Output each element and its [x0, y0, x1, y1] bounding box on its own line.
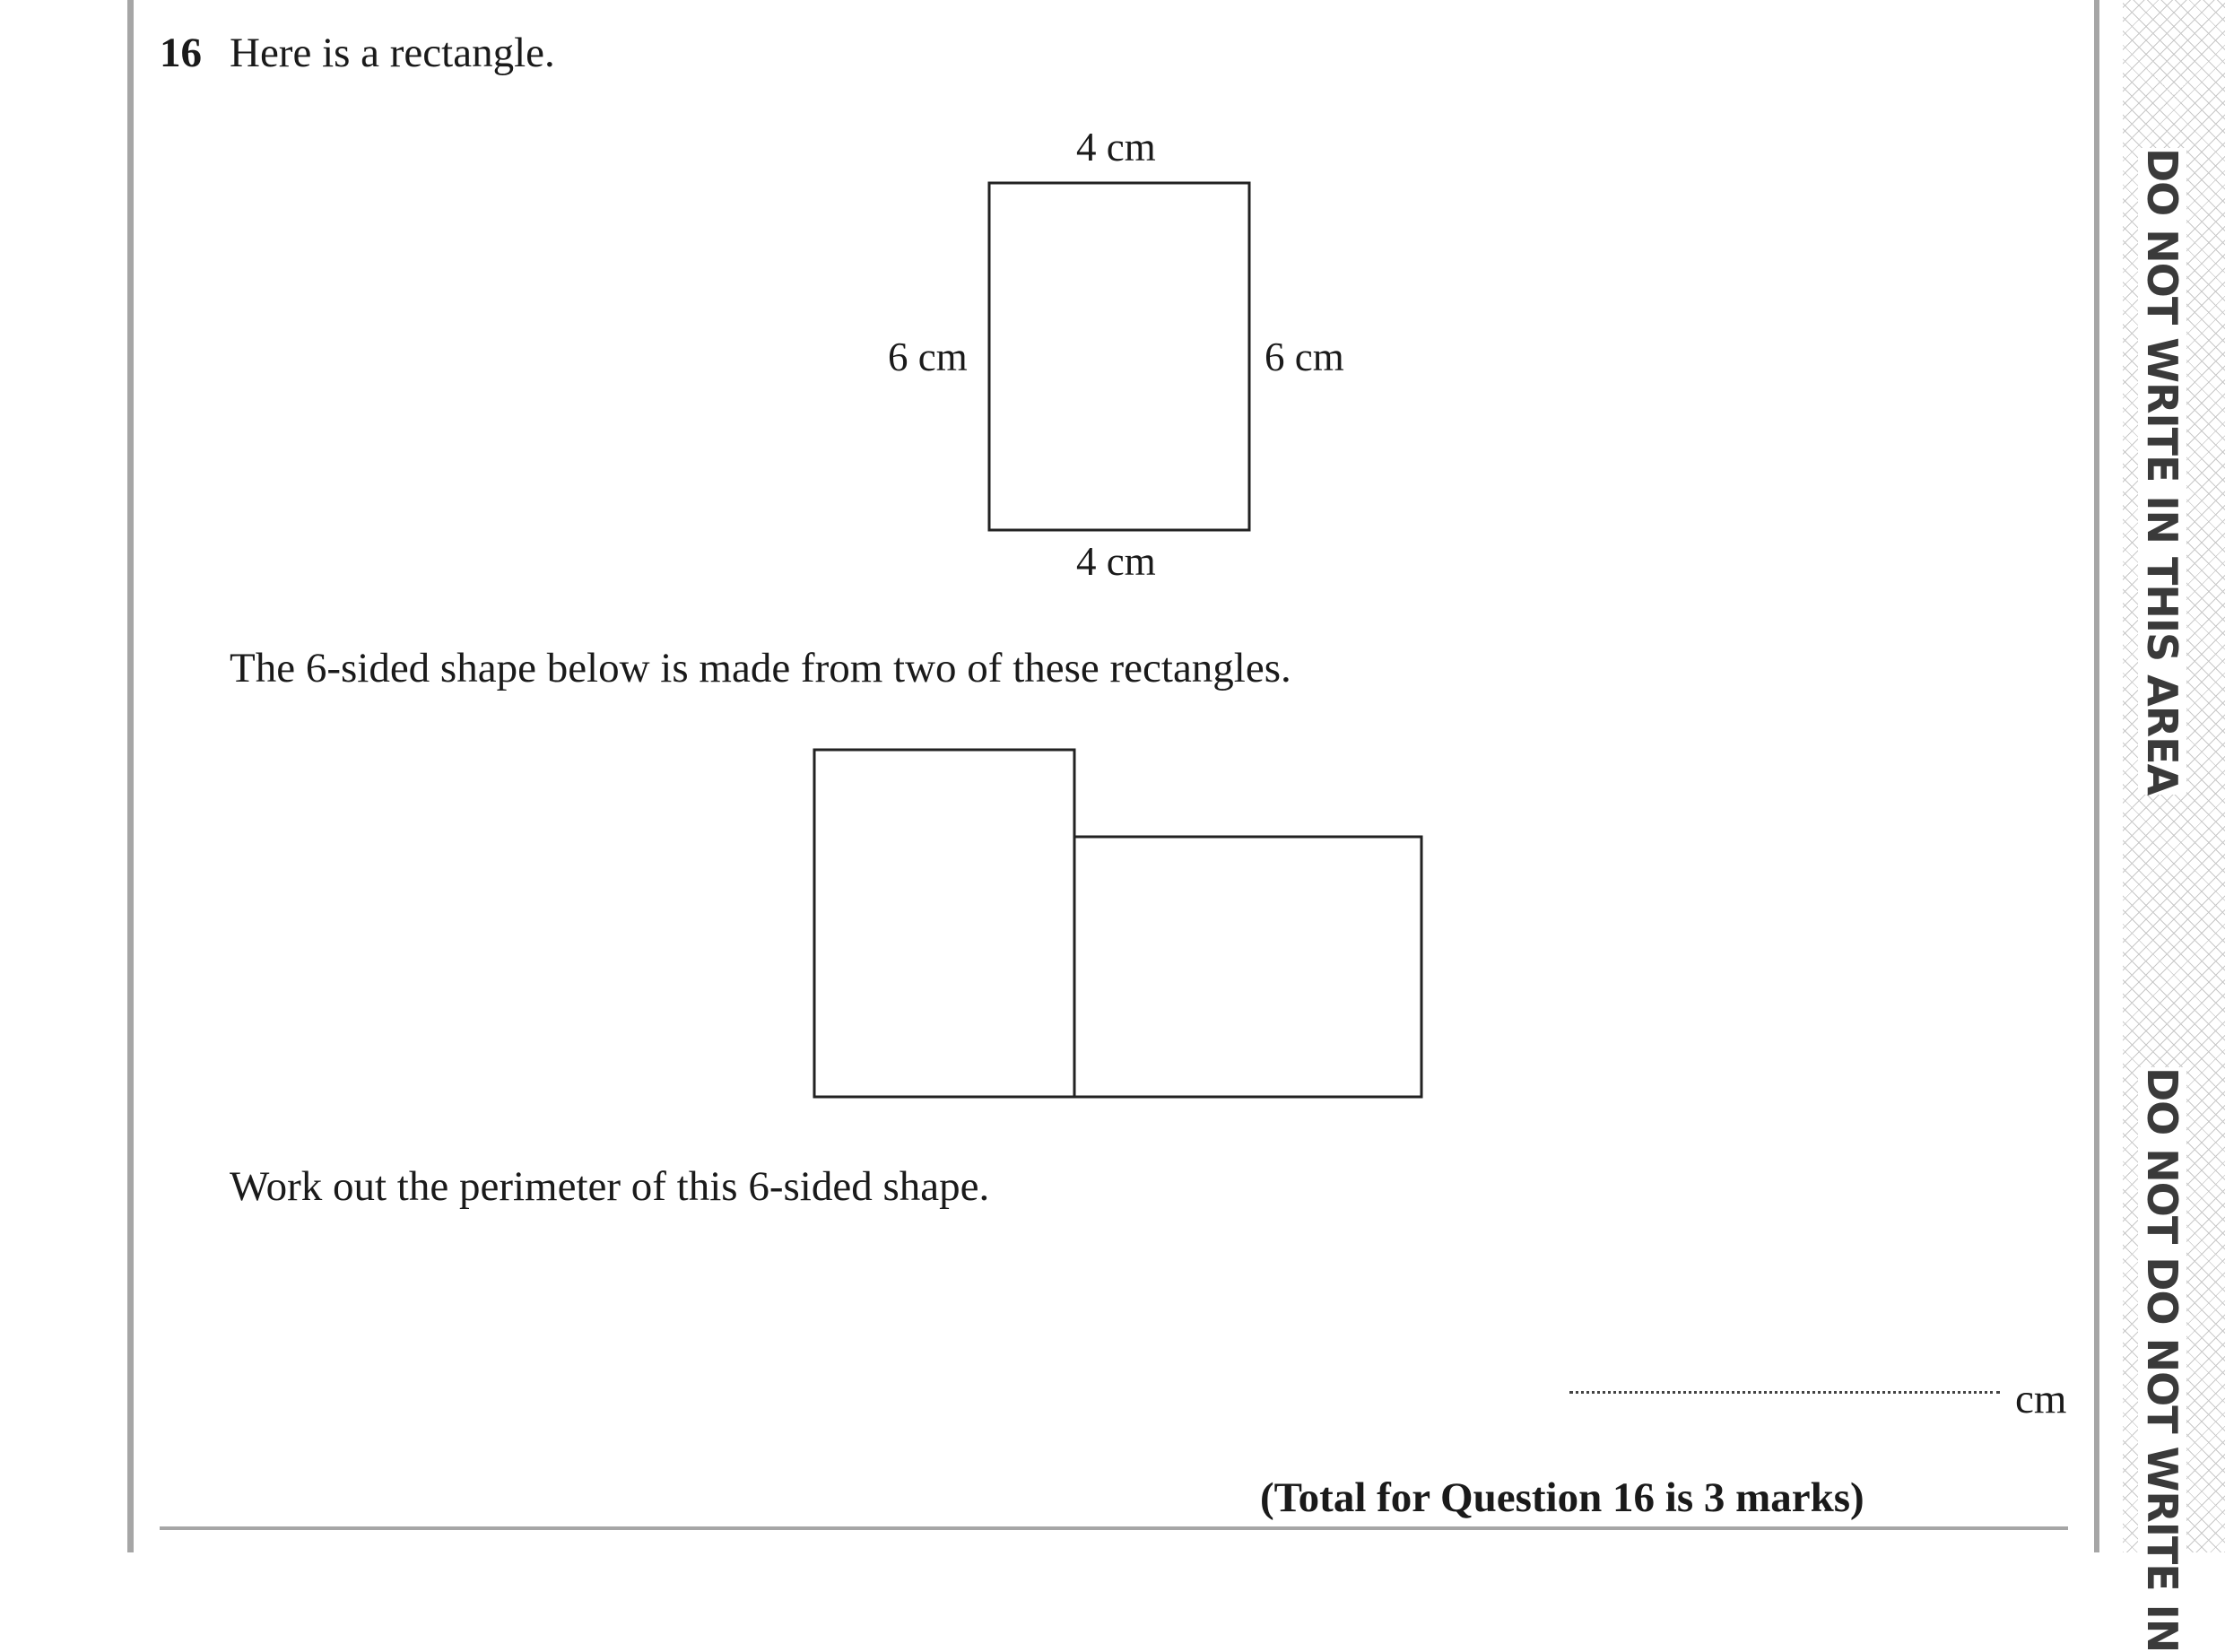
rectangle-right-label: 6 cm [1265, 335, 1344, 379]
question-intro: Here is a rectangle. [230, 30, 555, 76]
margin-warning-lower: DO NOT DO NOT WRITE IN [2138, 1067, 2186, 1652]
shape-rectangle-upright [814, 750, 1074, 1097]
rectangle-top-label: 4 cm [1076, 125, 1156, 170]
rectangle-left-label: 6 cm [888, 335, 968, 379]
question-number: 16 [160, 30, 202, 76]
margin-warning-upper: DO NOT WRITE IN THIS AREA [2138, 148, 2186, 796]
answer-line[interactable] [1569, 1391, 2000, 1394]
question-sentence-two: The 6-sided shape below is made from two of these rectangles. [230, 645, 1291, 691]
rectangle-bottom-label: 4 cm [1076, 539, 1156, 584]
question-task: Work out the perimeter of this 6-sided shape. [230, 1163, 990, 1210]
shape-rectangle-rotated [1074, 837, 1421, 1097]
total-marks: (Total for Question 16 is 3 marks) [1260, 1474, 1864, 1521]
answer-unit: cm [2015, 1376, 2067, 1422]
question-bottom-rule [160, 1526, 2068, 1530]
